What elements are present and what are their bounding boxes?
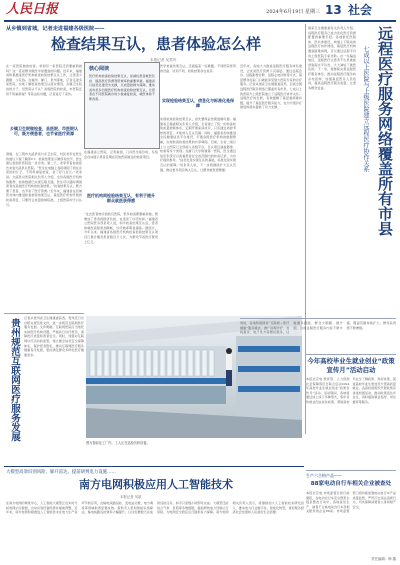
left-lower-headline: 贵州规范互联网医疗服务发展 xyxy=(9,318,20,442)
issue-date: 2024年6月19日 星期三 xyxy=(266,9,320,15)
right-story-body-col1: 近年来，各地大力推进远程医疗服务体系建设，让优质医疗资源下沉基层。通过远程会诊、远程影像诊断、远程心电诊断等方式，基层群众在家门口就能享受到大医院专家的诊疗服务。记者从国家卫生健康委获悉，目前全国远程医疗服务网络已覆盖所有市县，七成以上的医院与上级医院建立了远程医疗协作关系。远程医疗的发展，有效缓解了基层看病难问题，提升了基层医疗服务能力，也为分级诊疗制度的落实提供了有力支撑。 xyxy=(240,64,302,110)
core-reading-title: 核心阅读 xyxy=(89,66,110,72)
core-reading-text: 医疗机构检查检验结果互认，是减轻患者就医负担、提高医疗资源利用效率的重要举措。福建省以信息化建设为支撑，以质量控制为保障，推动省市县乡四级医疗机构检查检验结果互认，让患者在不同医院就诊时少做重复检查，就医体验不断改善。 xyxy=(89,74,155,101)
top-side-head-1: 乡镇卫生院做检查，县医院、市医院认可，既方便患者，也节省医疗资源 xyxy=(10,126,78,136)
top-story-body-col1: 在一家医院做的检查，拿到另一家医院还需要重新做吗？这一直是群众就医中常遇到的问题。近年来，福建省积极推进医疗机构检查检验结果互认工作，让患者少跑腿、少花钱。在福州、厦门、泉州等地，记者走进多家医院，实地了解检查结果互认落实情况。乡镇卫生院拍的片子，县医院认不认？省级医院的检查，市医院还用不用重新做？带着这些问题，记者进行了采访。 xyxy=(6,64,82,96)
top-story-body-col3b: 实现检查检验结果互认，首先要保证结果准确可靠。福建省卫健委相关负责人介绍，全省建立了统一的检查检验质量控制体系，定期开展室间质评，只有通过质控考核的项目，才能纳入互认范围。同时，福建省加快推进全民健康信息平台建设，打通各级医疗机构的数据壁垒，实现检查检验结果的共享调阅。目前，全省二级以上公立医院已全部接入省级平台，互认项目涵盖影像、检验等多个类别。在厦门大学附属第一医院，医生通过信息系统可以查看患者在全省范围内的检查记录，为诊疗提供参考。“信息化是实现互认的基础，标准化是实现互认的保障。”该负责人说，下一步将继续扩大互认范围，推动更多项目纳入互认，让群众就医更便捷。 xyxy=(160,117,236,172)
right-lower-headline-1: 今年高校毕业生就业创业“政策宣传月”活动启动 xyxy=(307,357,395,374)
bottom-kicker: 大模型高效识别风险，躲开雷达，提前研判电力设施…… xyxy=(6,470,116,475)
page-footer-editor: 责任编辑：韩 鑫 xyxy=(371,557,396,561)
right-lower-rule-2 xyxy=(306,354,396,355)
bottom-headline: 南方电网积极应用人工智能技术 xyxy=(79,478,233,491)
masthead-rule xyxy=(4,20,396,22)
right-lower-body-2: 本报北京电 市场监管总局日前通报，在电动自行车安全隐患全链条整治行动中，各地查处生产、销售不合格电动自行车及相关配件的企业88家。市场监管部门将持续加强电动自行车产品质量监管，严厉打击违法违规行为，切实保障消费者人身和财产安全。 xyxy=(306,491,396,514)
bottom-story-rule xyxy=(4,466,304,467)
top-side-head-2: 实现检验结果互认，信息化与标准化是保障 xyxy=(162,98,234,108)
page-number: 13 xyxy=(325,3,342,17)
bottom-byline: 本报记者 吴斌 xyxy=(120,495,142,499)
right-lower-headline-2: 88家电动自行车相关企业被查处 xyxy=(310,481,392,487)
top-story-body-col2b: “过去患者转诊到我们医院，很多检查都要重新做，既增加了患者的经济负担，也延误了诊疗时间。”福建省立医院医务部负责人说，如今检查结果互认后，患者的就医流程更加顺畅，诊疗效率明显提高。据统计，今年以来，福建省各级医疗机构检查检验结果互认项目已累计惠及患者数百万人次，为群众节省医疗费用上亿元。 xyxy=(84,212,158,244)
right-lower-rule-1 xyxy=(240,318,396,319)
photo-caption: 图为智能化工厂内，工人正在巡检纺织设备。 xyxy=(86,441,150,445)
top-story-body-col1b: 清晨，在三明市尤溪县汤川乡卫生院，村民老李在医生的建议下做了胸部CT。检查结果显示肺部有结节，医生建议他到县医院进一步诊治。第二天，老李带着检查报告来到尤溪县总医院。“医生在电脑上直接调阅了我在乡里拍的片子，不用再重复检查，省了好几百元。”老李说。尤溪县总医院相关负责人介绍，全县各级医疗机构的影像、检验数据已实现互联互通，医生可以随时调阅患者在其他医疗机构的检查结果。“检查结果互认，既方便了患者，也节省了医疗资源。”近年来，福建省在县域医共体内推进检查检验结果互认，基层医疗机构开展的检查项目，只要符合质量控制标准，上级医院均予以认可。 xyxy=(6,152,82,207)
top-headline: 检查结果互认，患者体验怎么样 xyxy=(50,35,261,53)
bottom-story-body: 在南方电网的调度中心，人工智能大模型正在实时分析电网运行数据，自动识别设备隐患并提前预警。近年来，南方电网积极推进人工智能技术在电力生产各环节的应用，在输电线路巡检、变电站运维、电力调度等领域取得显著成效。借助无人机和智能识别算法，输电线路巡检效率大幅提升，以往需要数天完成的巡检任务，如今只需数小时即可完成。大模型还能综合气象、负荷等多维数据，提前研判电力设施运行风险，为电网安全稳定运行提供有力保障。南方电网相关负责人表示，将继续加大人工智能技术研发投入，推动电力行业数字化、智能化转型，更好服务经济社会发展和人民美好生活需要。 xyxy=(6,501,304,515)
right-subline: 七成以上医院与上级医院建立远程医疗协作关系 xyxy=(362,46,369,172)
right-story-body-col3: 同时，各地积极探索“互联网＋医疗健康”服务模式，推广远程诊疗、在线复诊、电子处方等便民服务，让数据多跑路、群众少跑腿。据介绍，目前远程医疗服务内容不断丰富，覆盖范围持续扩大，群众获得感不断增强。 xyxy=(240,321,396,335)
right-headline: 远程医疗服务网络覆盖所有市县 xyxy=(376,26,394,236)
top-story-body-col3: 医学检查结果互认，还面临着一些难题。不同医院使用的设备、试剂不同，检验结果存在差异。 xyxy=(160,64,236,73)
left-lower-rule xyxy=(4,313,84,314)
left-lower-body: 记者从贵州省卫生健康委获悉，贵州近日出台相关规范性文件，进一步规范互联网医疗服务发展。文件明确，互联网医院应当依托实体医疗机构设置，严格执行诊疗规范，保障医疗质量和患者安全。同时，加强对互联网诊疗活动的监管，建立健全信息安全保障体系，保护患者隐私，推动互联网医疗服务健康有序发展，更好满足群众多样化医疗健康需求。 xyxy=(24,316,84,357)
section-name: 社会 xyxy=(348,3,373,17)
top-story-body-col2: 在福建省立医院，记者看到，门诊医生接诊时，系统会自动提示患者近期在其他医院做过的检查项目。 xyxy=(84,150,158,159)
right-story-body-col2: 国家卫生健康委有关负责人介绍，远程医疗服务已成为优化医疗资源配置的重要手段。各地依托医联体、医共体建设，构建上下联动的远程医疗协作网络，基层医疗机构遇到疑难病例，可以通过远程平台向上级医院专家求助。在一些偏远地区，远程医疗让患者不出县就能得到高水平诊治，大大减轻了就医负担。下一步，将继续完善远程医疗服务体系，推动远程医疗服务向乡村延伸，加强基层医务人员培训，提高远程医疗服务质量，让更多群众受益。 xyxy=(308,26,356,90)
right-lower-body-1: 本报北京电 教育部、人力资源社会保障部近日联合启动2024年高校毕业生就业创业“政策宣传月”活动。活动期间，各地将通过线上线下多种形式，集中宣传就业创业扶持政策，帮助高校毕业生了解政策、用好政策，促进高校毕业生更加充分更高质量就业。各高校将组织开展政策宣讲进校园活动，推动政策直达毕业生，同时提供就业指导、岗位推荐等服务。 xyxy=(306,377,396,404)
newspaper-logo: 人民日报 xyxy=(6,2,59,17)
masthead xyxy=(0,0,400,22)
top-kicker: 从乡镇到省城，记者走进福建各级医院—— xyxy=(6,26,105,32)
top-side-head-3: 医疗机构间检验结果互认，有利于提升群众就医获得感 xyxy=(87,193,155,203)
top-byline: 本报记者 吴君玲 xyxy=(150,58,177,62)
right-lower-kicker-2: 生产六合格产品—— xyxy=(306,473,342,478)
core-reading-box xyxy=(84,62,160,149)
right-lower-rule-3 xyxy=(306,470,396,471)
